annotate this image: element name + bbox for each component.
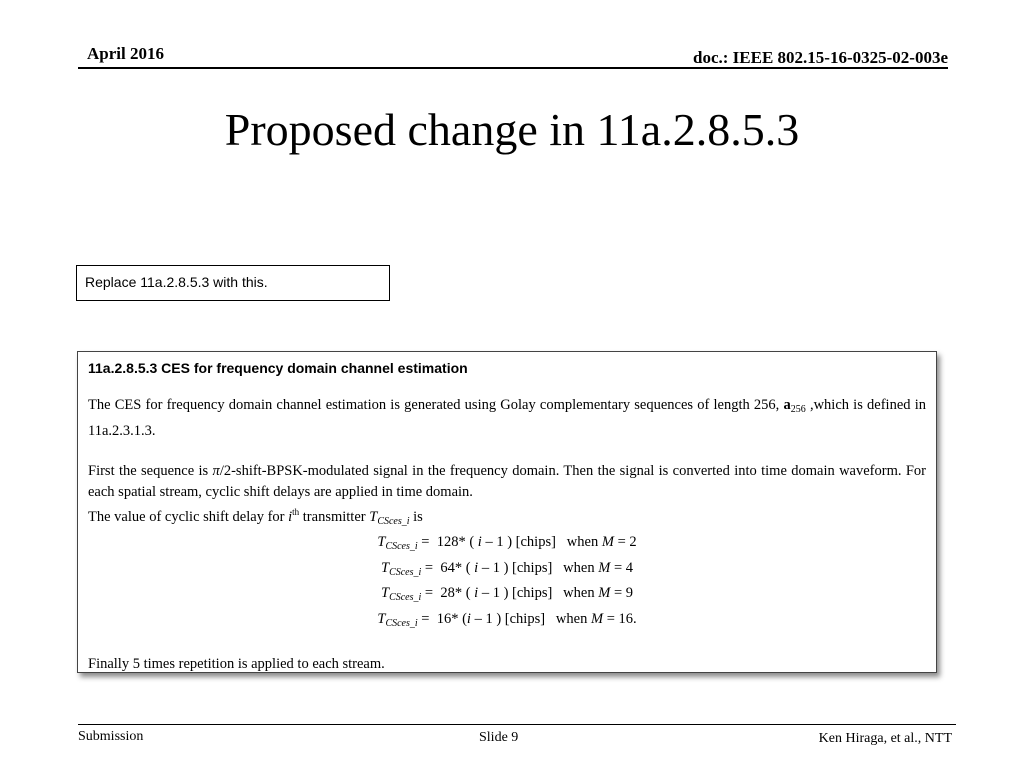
footer-divider <box>78 724 956 725</box>
footer-authors: Ken Hiraga, et al., NTT <box>818 731 952 746</box>
footer-submission: Submission <box>78 729 144 744</box>
equation-list <box>88 532 926 634</box>
paragraph-repetition: Finally 5 times repetition is applied to each stream. <box>88 656 385 673</box>
paragraph-ces-definition: The CES for frequency domain channel estimation is generated using Golay complementary sequences of length 256, $a_{256}$ ,which is defined in 11a.2.3.1.3. <box>88 397 926 439</box>
paragraph-modulation: First the sequence is π/2-shift-BPSK-modulated signal in the frequency domain. Then the signal is converted into time domain waveform. For each spatial stream, cyclic shift delays are applied in time domain. <box>88 463 926 500</box>
equation-line: $T_{CSces\_i} = 64*$ ( i – 1 ) [chips] when M = 4 <box>380 559 633 578</box>
header-date: April 2016 <box>87 44 164 63</box>
paragraph-cyclic-shift: The value of cyclic shift delay for $i^{th}$ transmitter $T_{CSces\_i}$ is <box>88 507 423 527</box>
footer-slide-number: Slide 9 <box>479 730 519 745</box>
instruction-note-text: Replace 11a.2.8.5.3 with this. <box>85 274 268 290</box>
proposed-text-box <box>77 351 937 673</box>
equation-line: $T_{CSces\_i} = 28*$ ( i – 1 ) [chips] when M = 9 <box>380 585 633 604</box>
slide-title: Proposed change in 11a.2.8.5.3 <box>224 104 800 155</box>
header-divider <box>78 67 948 69</box>
equation-line: $T_{CSces\_i} = 128*$ ( i – 1 ) [chips] when M = 2 <box>377 534 637 553</box>
instruction-note <box>76 265 390 301</box>
equation-line: $T_{CSces\_i} = 16*$ (i – 1 ) [chips] when M = 16. <box>377 610 637 629</box>
section-heading: 11a.2.8.5.3 CES for frequency domain channel estimation <box>88 360 468 376</box>
header-doc-id: doc.: IEEE 802.15-16-0325-02-003e <box>693 48 948 67</box>
